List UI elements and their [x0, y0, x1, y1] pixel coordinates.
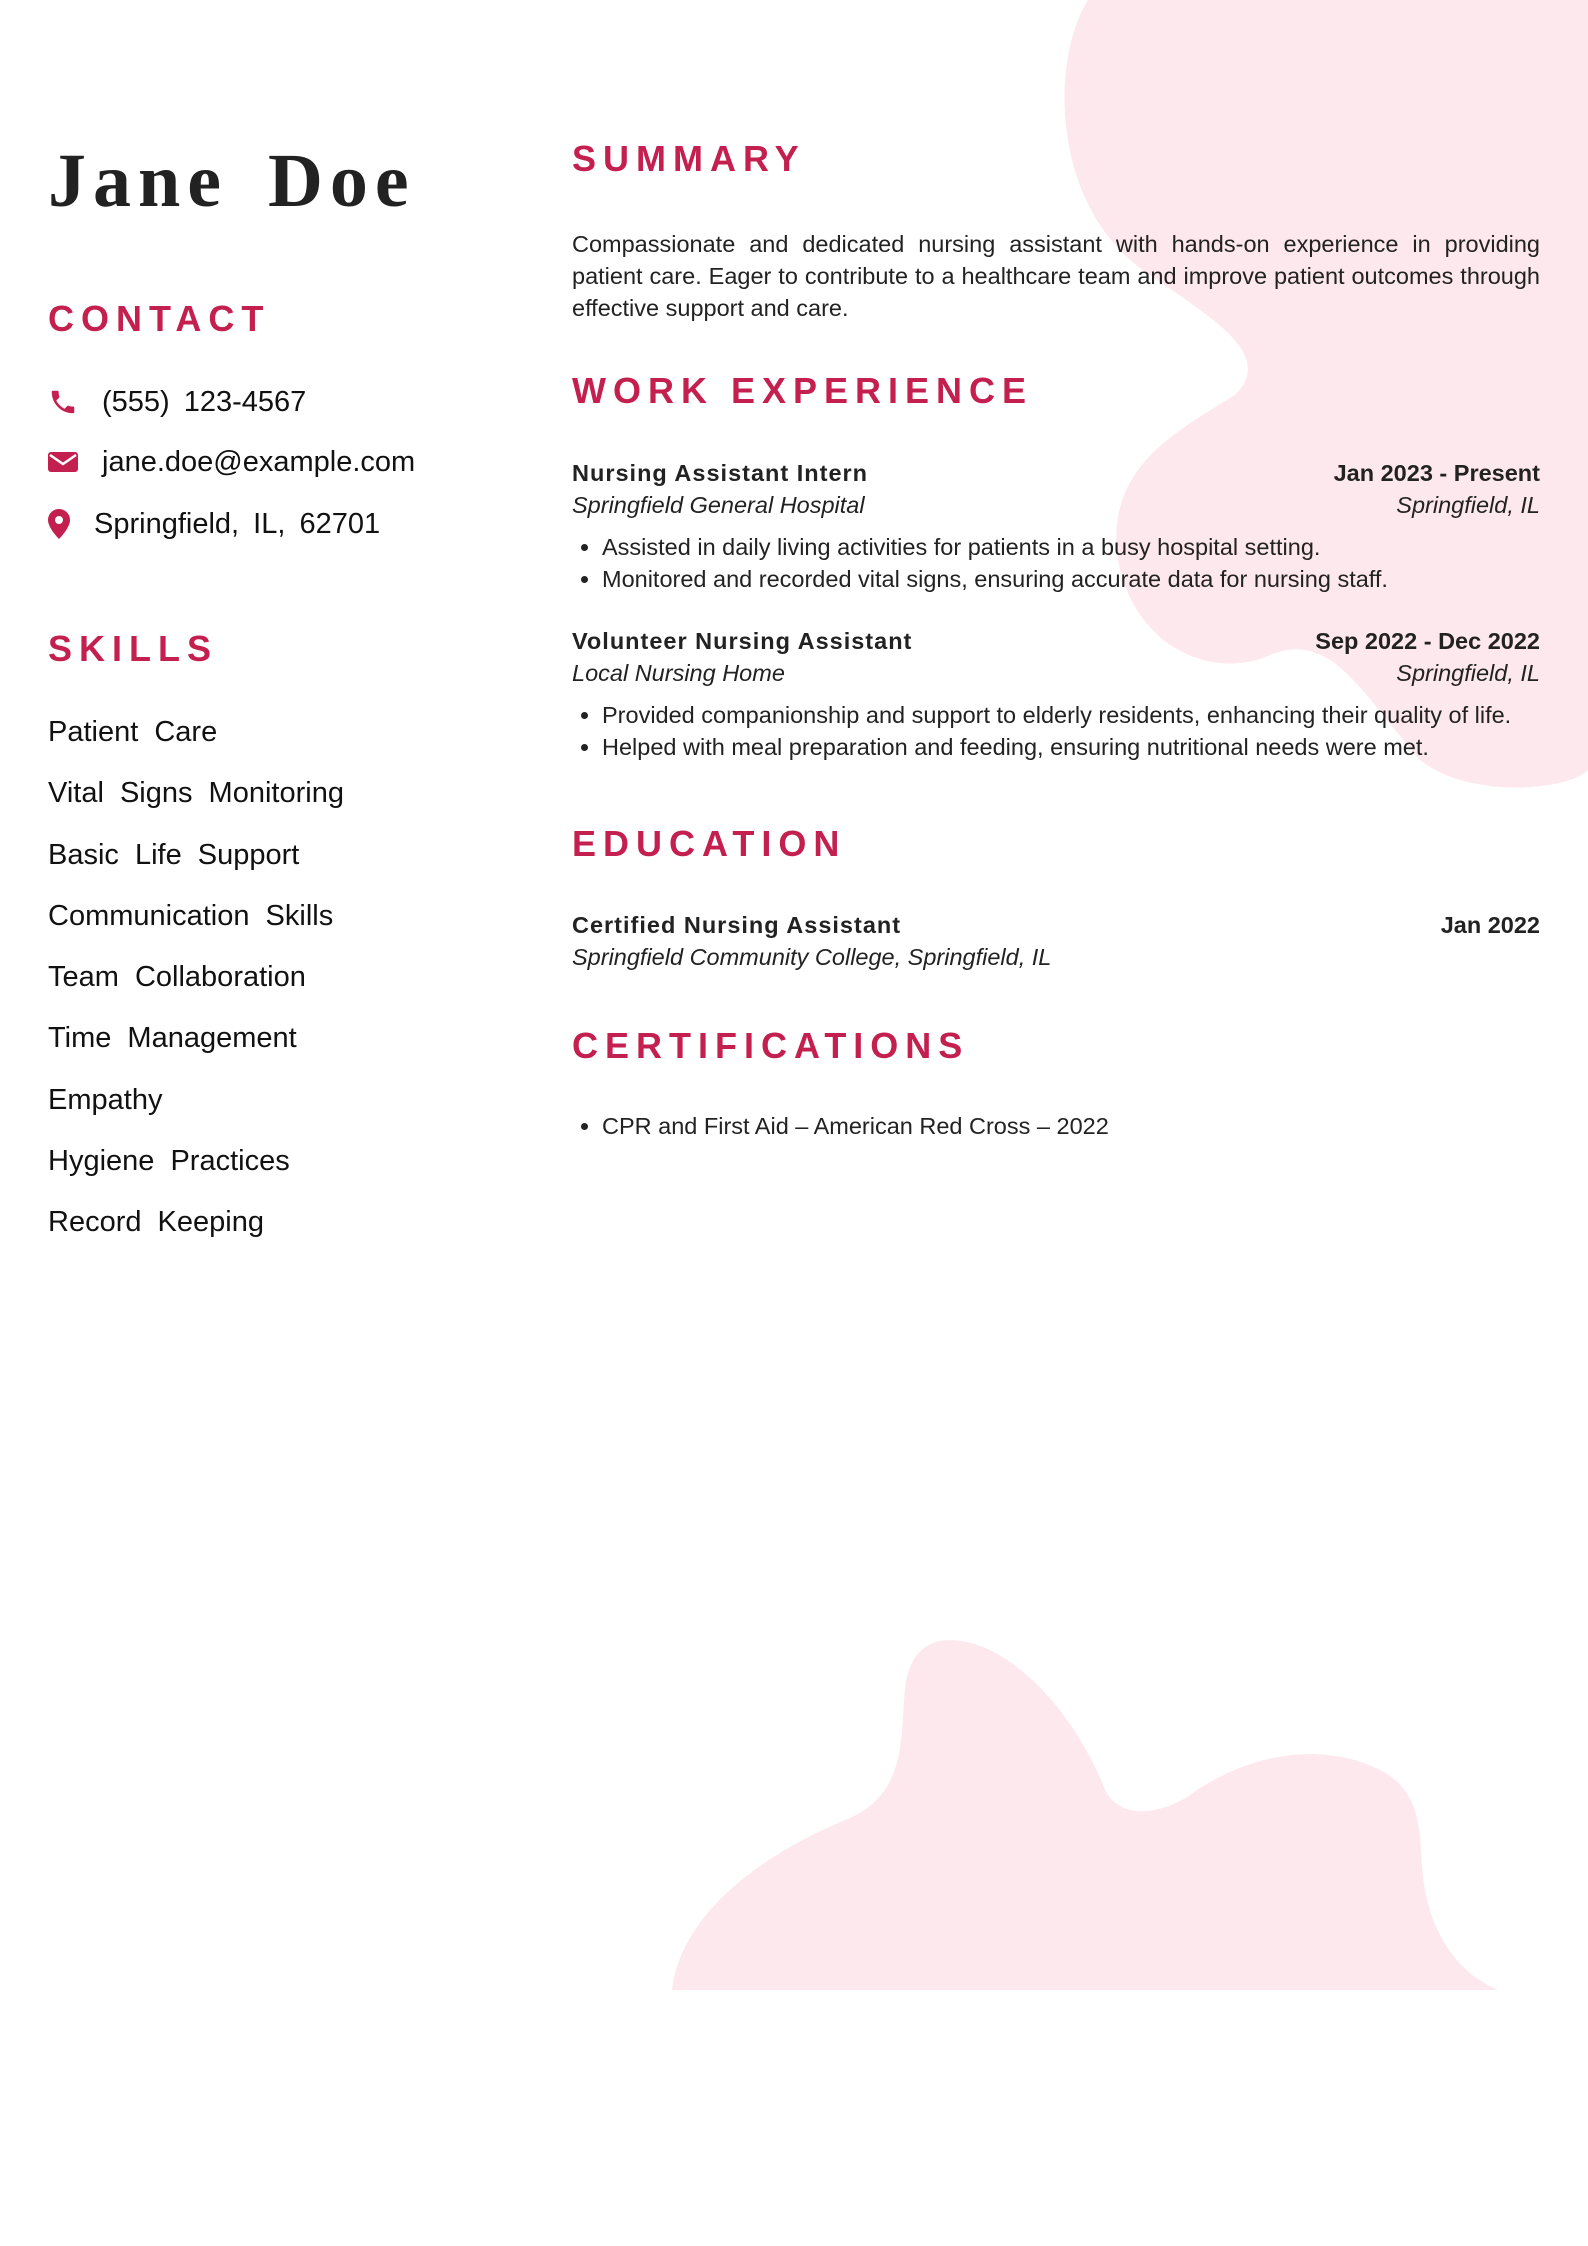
phone-icon — [48, 384, 84, 420]
job-bullet: • Monitored and recorded vital signs, ensuring accurate data for nursing staff. — [602, 563, 1540, 595]
certifications-list — [572, 1110, 1109, 1142]
contact-email — [48, 444, 415, 480]
location-text: Springfield, IL, 62701 — [94, 507, 381, 540]
job-bullet: • Helped with meal preparation and feeding, ensuring nutritional needs were met. — [602, 731, 1540, 763]
phone-number: (555) 123-4567 — [102, 385, 307, 418]
job-location: Springfield, IL — [1396, 660, 1540, 686]
summary-text: Compassionate and dedicated nursing assistant with hands-on experience in providing patient care. Eager to contribute to a healthcare team and improve patient outcomes through effective support and care. — [572, 231, 1540, 321]
candidate-name: Jane Doe — [48, 139, 416, 223]
education-date: Jan 2022 — [1440, 912, 1540, 938]
skill-item: Communication Skills — [48, 899, 334, 932]
certifications-heading: CERTIFICATIONS — [572, 1025, 970, 1066]
email-address[interactable]: jane.doe@example.com — [102, 445, 416, 478]
job-location: Springfield, IL — [1396, 492, 1540, 518]
contact-location — [48, 506, 380, 542]
contact-phone — [48, 384, 306, 420]
job-dates: Sep 2022 - Dec 2022 — [1315, 628, 1540, 654]
map-pin-icon — [48, 506, 84, 542]
skill-item: Team Collaboration — [48, 961, 306, 994]
work-experience-heading: WORK EXPERIENCE — [572, 370, 1034, 411]
job-organization: Local Nursing Home — [572, 660, 785, 686]
job-bullets — [572, 699, 1540, 763]
job-bullet: • Provided companionship and support to elderly residents, enhancing their quality of life. — [602, 699, 1540, 731]
education-heading: EDUCATION — [572, 823, 847, 864]
job-bullet: • Assisted in daily living activities for patients in a busy hospital setting. — [602, 531, 1540, 563]
skill-item: Empathy — [48, 1083, 163, 1116]
skill-item: Patient Care — [48, 716, 218, 748]
job-title: Nursing Assistant Intern — [572, 460, 869, 486]
envelope-icon — [48, 444, 84, 480]
contact-heading: CONTACT — [48, 298, 271, 339]
skills-heading: SKILLS — [48, 628, 219, 669]
job-dates: Jan 2023 - Present — [1333, 460, 1540, 486]
job-entry — [572, 457, 1540, 595]
skills-list — [48, 714, 344, 1266]
decorative-blob-bottom — [660, 1620, 1510, 2000]
school-name: Springfield Community College, Springfield, IL — [572, 944, 1052, 970]
certification-item: • CPR and First Aid – American Red Cross – 2022 — [602, 1110, 1109, 1142]
job-title: Volunteer Nursing Assistant — [572, 628, 913, 654]
skill-item: Record Keeping — [48, 1206, 264, 1239]
education-entry — [572, 909, 1540, 973]
job-entry — [572, 625, 1540, 763]
skill-item: Hygiene Practices — [48, 1145, 290, 1178]
job-bullets — [572, 531, 1540, 595]
degree-title: Certified Nursing Assistant — [572, 912, 902, 938]
skill-item: Vital Signs Monitoring — [48, 777, 344, 810]
summary-heading: SUMMARY — [572, 138, 806, 179]
skill-item: Time Management — [48, 1022, 297, 1055]
skill-item: Basic Life Support — [48, 838, 300, 871]
job-organization: Springfield General Hospital — [572, 492, 865, 518]
